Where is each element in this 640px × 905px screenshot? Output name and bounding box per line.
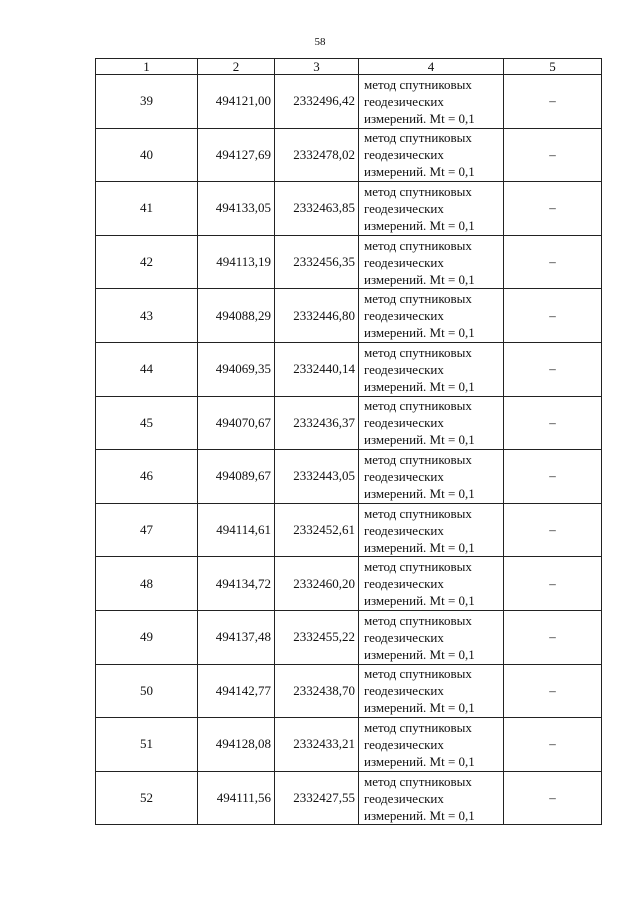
method-line: метод спутниковых bbox=[364, 237, 472, 253]
coordinate-x: 494133,05 bbox=[198, 182, 275, 236]
coordinate-y: 2332427,55 bbox=[275, 771, 359, 825]
method-line: метод спутниковых bbox=[364, 773, 472, 789]
point-number: 46 bbox=[96, 450, 198, 504]
note-dash: – bbox=[504, 396, 602, 450]
method-line: метод спутниковых bbox=[364, 130, 472, 146]
note-dash: – bbox=[504, 235, 602, 289]
method-line: геодезических bbox=[364, 468, 444, 484]
header-row bbox=[96, 59, 602, 75]
method-line: измерений. Mt = 0,1 bbox=[364, 110, 475, 126]
method-line: метод спутниковых bbox=[364, 451, 472, 467]
coordinate-y: 2332463,85 bbox=[275, 182, 359, 236]
note-dash: – bbox=[504, 610, 602, 664]
method-description bbox=[359, 450, 504, 504]
coordinate-x: 494142,77 bbox=[198, 664, 275, 718]
method-line: метод спутниковых bbox=[364, 76, 472, 92]
method-description bbox=[359, 557, 504, 611]
method-line: метод спутниковых bbox=[364, 505, 472, 521]
coordinate-y: 2332440,14 bbox=[275, 342, 359, 396]
coordinate-y: 2332456,35 bbox=[275, 235, 359, 289]
table-body bbox=[96, 75, 602, 825]
point-number: 45 bbox=[96, 396, 198, 450]
method-line: измерений. Mt = 0,1 bbox=[364, 271, 475, 287]
method-description bbox=[359, 396, 504, 450]
note-dash: – bbox=[504, 75, 602, 129]
table-row bbox=[96, 610, 602, 664]
table-row bbox=[96, 289, 602, 343]
coordinate-y: 2332446,80 bbox=[275, 289, 359, 343]
coordinate-x: 494113,19 bbox=[198, 235, 275, 289]
method-line: измерений. Mt = 0,1 bbox=[364, 217, 475, 233]
method-description bbox=[359, 610, 504, 664]
header-col-4: 4 bbox=[359, 59, 504, 75]
point-number: 44 bbox=[96, 342, 198, 396]
point-number: 48 bbox=[96, 557, 198, 611]
method-line: метод спутниковых bbox=[364, 612, 472, 628]
method-line: измерений. Mt = 0,1 bbox=[364, 325, 475, 341]
note-dash: – bbox=[504, 342, 602, 396]
coordinate-y: 2332438,70 bbox=[275, 664, 359, 718]
method-line: геодезических bbox=[364, 522, 444, 538]
table-row bbox=[96, 235, 602, 289]
header-col-5: 5 bbox=[504, 59, 602, 75]
method-line: геодезических bbox=[364, 147, 444, 163]
method-line: метод спутниковых bbox=[364, 344, 472, 360]
point-number: 47 bbox=[96, 503, 198, 557]
coordinate-x: 494121,00 bbox=[198, 75, 275, 129]
method-description bbox=[359, 771, 504, 825]
point-number: 51 bbox=[96, 718, 198, 772]
coordinate-x: 494111,56 bbox=[198, 771, 275, 825]
method-line: измерений. Mt = 0,1 bbox=[364, 539, 475, 555]
method-line: метод спутниковых bbox=[364, 183, 472, 199]
note-dash: – bbox=[504, 503, 602, 557]
table-row bbox=[96, 342, 602, 396]
table-row bbox=[96, 503, 602, 557]
coordinate-y: 2332443,05 bbox=[275, 450, 359, 504]
coordinate-x: 494114,61 bbox=[198, 503, 275, 557]
method-line: метод спутниковых bbox=[364, 666, 472, 682]
note-dash: – bbox=[504, 128, 602, 182]
point-number: 52 bbox=[96, 771, 198, 825]
coordinate-y: 2332452,61 bbox=[275, 503, 359, 557]
note-dash: – bbox=[504, 557, 602, 611]
method-line: геодезических bbox=[364, 361, 444, 377]
method-line: измерений. Mt = 0,1 bbox=[364, 807, 475, 823]
method-description bbox=[359, 75, 504, 129]
table-row bbox=[96, 557, 602, 611]
method-line: геодезических bbox=[364, 683, 444, 699]
coordinate-y: 2332436,37 bbox=[275, 396, 359, 450]
header-col-1: 1 bbox=[96, 59, 198, 75]
coordinate-x: 494088,29 bbox=[198, 289, 275, 343]
method-line: метод спутниковых bbox=[364, 719, 472, 735]
method-description bbox=[359, 342, 504, 396]
method-line: измерений. Mt = 0,1 bbox=[364, 164, 475, 180]
coordinate-x: 494070,67 bbox=[198, 396, 275, 450]
method-line: метод спутниковых bbox=[364, 291, 472, 307]
coordinate-x: 494137,48 bbox=[198, 610, 275, 664]
coordinate-y: 2332455,22 bbox=[275, 610, 359, 664]
note-dash: – bbox=[504, 718, 602, 772]
method-line: измерений. Mt = 0,1 bbox=[364, 646, 475, 662]
table-row bbox=[96, 450, 602, 504]
point-number: 50 bbox=[96, 664, 198, 718]
table-row bbox=[96, 396, 602, 450]
method-line: измерений. Mt = 0,1 bbox=[364, 432, 475, 448]
method-line: метод спутниковых bbox=[364, 559, 472, 575]
method-line: геодезических bbox=[364, 790, 444, 806]
point-number: 42 bbox=[96, 235, 198, 289]
method-line: геодезических bbox=[364, 93, 444, 109]
method-line: метод спутниковых bbox=[364, 398, 472, 414]
note-dash: – bbox=[504, 182, 602, 236]
table-header bbox=[96, 59, 602, 75]
note-dash: – bbox=[504, 664, 602, 718]
method-line: геодезических bbox=[364, 629, 444, 645]
coordinate-x: 494134,72 bbox=[198, 557, 275, 611]
table-row bbox=[96, 75, 602, 129]
method-line: измерений. Mt = 0,1 bbox=[364, 485, 475, 501]
header-col-3: 3 bbox=[275, 59, 359, 75]
method-line: измерений. Mt = 0,1 bbox=[364, 753, 475, 769]
method-line: геодезических bbox=[364, 736, 444, 752]
method-description bbox=[359, 235, 504, 289]
table-row bbox=[96, 182, 602, 236]
method-description bbox=[359, 718, 504, 772]
note-dash: – bbox=[504, 450, 602, 504]
method-line: геодезических bbox=[364, 254, 444, 270]
method-line: геодезических bbox=[364, 308, 444, 324]
note-dash: – bbox=[504, 771, 602, 825]
method-line: геодезических bbox=[364, 415, 444, 431]
method-description bbox=[359, 664, 504, 718]
coordinate-x: 494089,67 bbox=[198, 450, 275, 504]
method-line: измерений. Mt = 0,1 bbox=[364, 378, 475, 394]
table-row bbox=[96, 128, 602, 182]
table-row bbox=[96, 718, 602, 772]
point-number: 40 bbox=[96, 128, 198, 182]
method-line: измерений. Mt = 0,1 bbox=[364, 593, 475, 609]
header-col-2: 2 bbox=[198, 59, 275, 75]
method-description bbox=[359, 128, 504, 182]
table-row bbox=[96, 664, 602, 718]
coordinate-y: 2332433,21 bbox=[275, 718, 359, 772]
coordinate-x: 494128,08 bbox=[198, 718, 275, 772]
coordinate-x: 494069,35 bbox=[198, 342, 275, 396]
note-dash: – bbox=[504, 289, 602, 343]
method-description bbox=[359, 289, 504, 343]
method-line: геодезических bbox=[364, 200, 444, 216]
coordinate-y: 2332460,20 bbox=[275, 557, 359, 611]
coordinate-y: 2332478,02 bbox=[275, 128, 359, 182]
coordinate-y: 2332496,42 bbox=[275, 75, 359, 129]
point-number: 39 bbox=[96, 75, 198, 129]
method-description bbox=[359, 182, 504, 236]
method-line: измерений. Mt = 0,1 bbox=[364, 700, 475, 716]
point-number: 41 bbox=[96, 182, 198, 236]
method-line: геодезических bbox=[364, 576, 444, 592]
coordinates-table bbox=[95, 58, 602, 825]
method-description bbox=[359, 503, 504, 557]
coordinate-x: 494127,69 bbox=[198, 128, 275, 182]
page-number: 58 bbox=[314, 36, 326, 48]
point-number: 43 bbox=[96, 289, 198, 343]
point-number: 49 bbox=[96, 610, 198, 664]
table-row bbox=[96, 771, 602, 825]
